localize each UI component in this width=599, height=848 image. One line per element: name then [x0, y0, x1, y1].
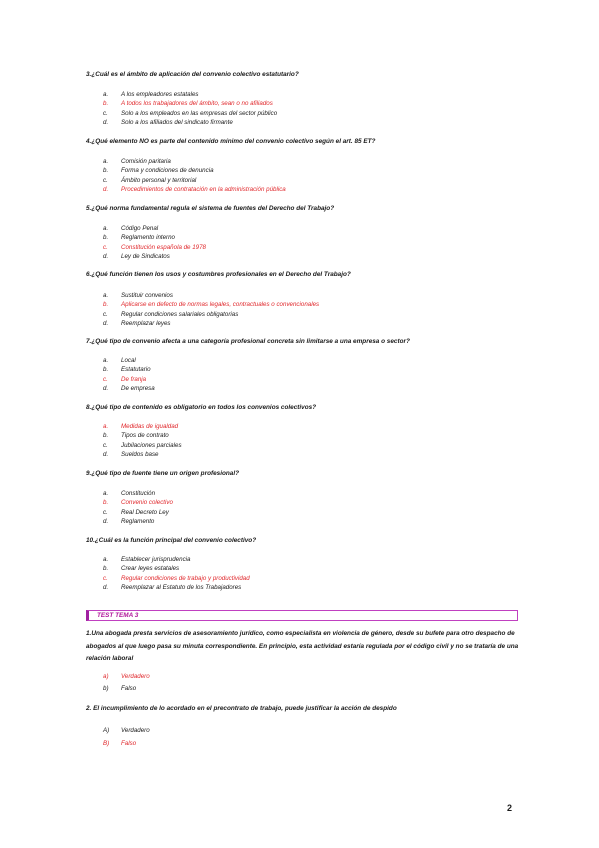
option-7d: d. De empresa [103, 384, 155, 392]
option-3d: d. Solo a los afiliados del sindicato firmante [103, 118, 233, 126]
option-9b-correct: b. Convenio colectivo [103, 499, 173, 507]
option-7a: a. Local [103, 357, 136, 364]
question-9: 9.¿Qué tipo de fuente tiene un origen profesional? [86, 470, 240, 477]
option-6d: d. Reemplazar leyes [103, 319, 171, 327]
option-9d: d. Reglamento [103, 517, 155, 525]
options-6 [103, 291, 523, 328]
option-10b: b. Crear leyes estatales [103, 565, 180, 573]
options-7 [103, 356, 523, 393]
option-6b-correct: b. Aplicarse en defecto de normas legales, contractuales o convencionales [103, 301, 320, 309]
section-header-bar [86, 610, 518, 621]
option-4c: c. Ámbito personal y territorial [103, 176, 197, 184]
section-question-1: 1.Una abogada presta servicios de asesoramiento jurídico, como especialista en violencia de género, desde su bufete para otro despacho de abogados al que luego pasa su minuta correspondiente. En principio, esta actividad estaría regulada por el código civil y no se trataría de una relación laboral [86, 630, 519, 662]
option-5b: b. Reglamento interno [103, 234, 176, 242]
option-6c: c. Regular condiciones salariales obligatorias [103, 310, 239, 318]
question-7: 7.¿Qué tipo de convenio afecta a una categoría profesional concreta sin limitarse a una empresa o sector? [86, 338, 410, 345]
option-8c: c. Jubilaciones parciales [103, 441, 182, 449]
options-8 [103, 422, 523, 459]
option-9c: c. Real Decreto Ley [103, 508, 169, 516]
option-8b: b. Tipos de contrato [103, 432, 169, 440]
option-10d: d. Reemplazar al Estatuto de los Trabajadores [103, 583, 242, 591]
option-6a: a. Sustituir convenios [103, 292, 173, 299]
option-8a-correct: a. Medidas de igualdad [103, 423, 179, 430]
option-4b: b. Forma y condiciones de denuncia [103, 167, 214, 175]
section-title: TEST TEMA 3 [97, 612, 139, 619]
question-10: 10.¿Cuál es la función principal del convenio colectivo? [86, 537, 257, 544]
option-10c-correct: c. Regular condiciones de trabajo y productividad [103, 574, 250, 582]
option-3c: c. Solo a los empleados en las empresas del sector público [103, 109, 278, 117]
option-10a: a. Establecer jurisprudencia [103, 556, 191, 563]
section-options-1 [103, 671, 523, 695]
section-option-2a: A) Verdadero [103, 727, 150, 734]
option-5c-correct: c. Constitución española de 1978 [103, 243, 206, 251]
option-5d: d. Ley de Sindicatos [103, 252, 170, 260]
option-8d: d. Sueldos base [103, 450, 159, 458]
options-3 [103, 90, 523, 127]
question-8: 8.¿Qué tipo de contenido es obligatorio en todos los convenios colectivos? [86, 404, 317, 411]
section-option-2b-correct: B) Falso [103, 740, 137, 747]
option-5a: a. Código Penal [103, 225, 159, 232]
options-5 [103, 224, 523, 261]
section-question-2: 2. El incumplimiento de lo acordado en el precontrato de trabajo, puede justificar la acción de despido [86, 705, 397, 712]
option-9a: a. Constitución [103, 490, 156, 497]
option-3b-correct: b. A todos los trabajadores del ámbito, sean o no afiliados [103, 100, 273, 108]
section-options-2 [103, 724, 523, 750]
option-7c-correct: c. De franja [103, 375, 147, 383]
options-9 [103, 489, 523, 526]
question-3: 3.¿Cuál es el ámbito de aplicación del convenio colectivo estatutario? [86, 71, 299, 78]
option-4a: a. Comisión paritaria [103, 158, 171, 165]
question-5: 5.¿Qué norma fundamental regula el sistema de fuentes del Derecho del Trabajo? [86, 205, 335, 212]
options-4 [103, 157, 523, 194]
section-option-1b: b) Falso [103, 685, 137, 692]
question-4: 4.¿Qué elemento NO es parte del contenido mínimo del convenio colectivo según el art. 85 ET? [86, 138, 376, 145]
option-7b: b. Estatutario [103, 366, 151, 374]
option-3a: a. A los empleadores estatales [103, 91, 199, 98]
section-option-1a-correct: a) Verdadero [103, 673, 150, 680]
page-number: 2 [507, 803, 513, 813]
option-4d-correct: d. Procedimientos de contratación en la administración pública [103, 185, 286, 193]
question-6: 6.¿Qué función tienen los usos y costumbres profesionales en el Derecho del Trabajo? [86, 271, 351, 278]
options-10 [103, 555, 523, 592]
